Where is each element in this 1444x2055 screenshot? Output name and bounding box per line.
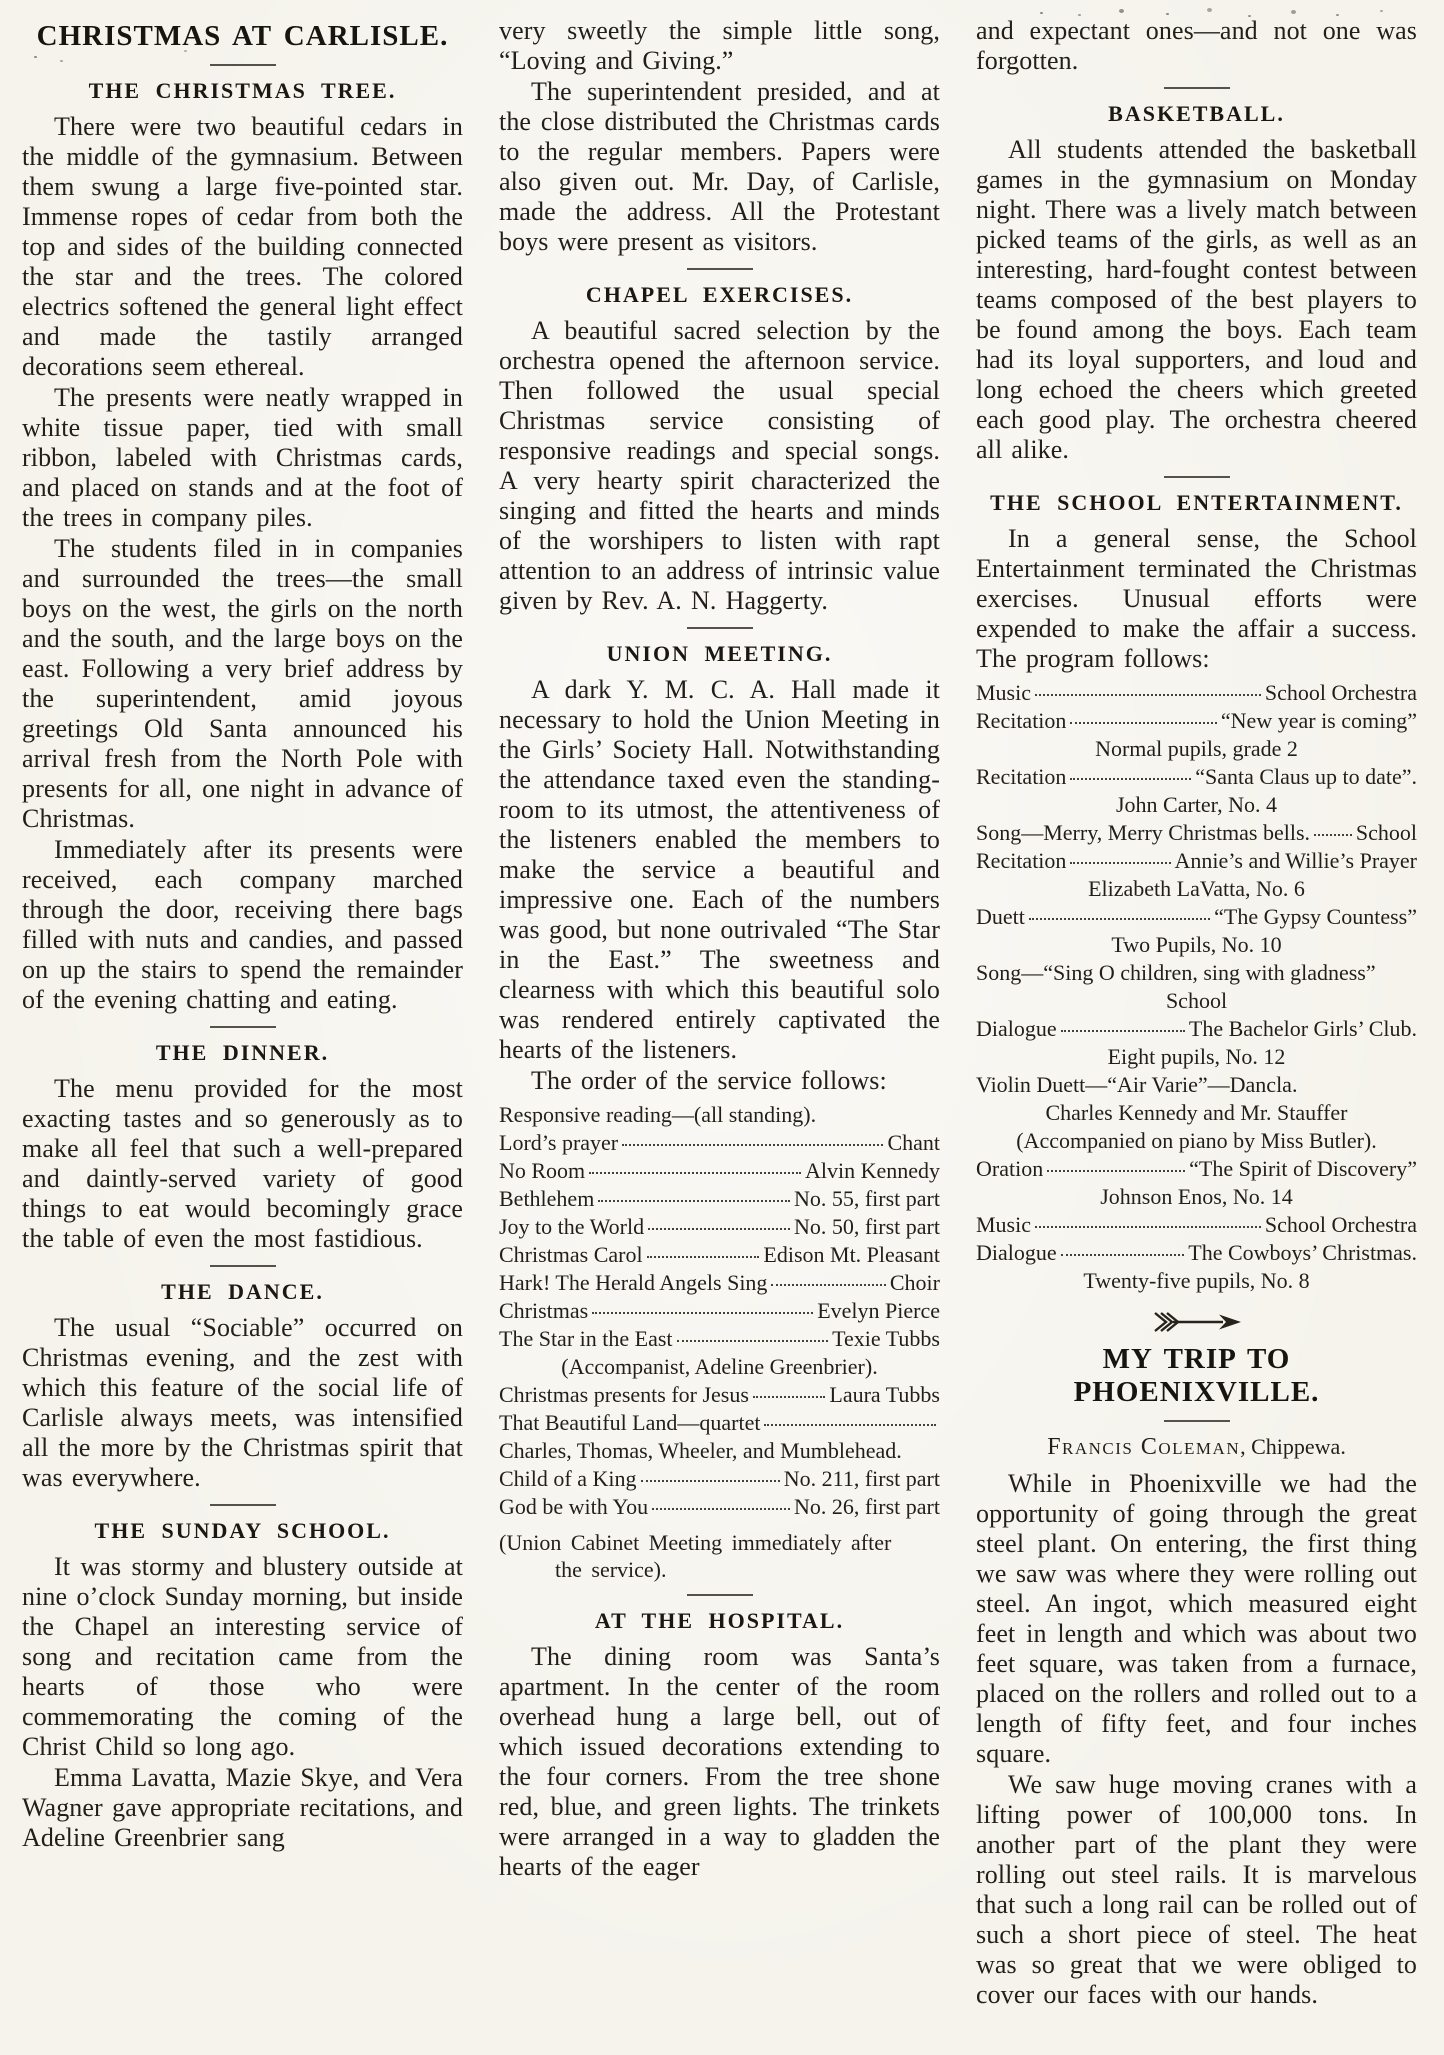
program-item-label: Bethlehem [499, 1186, 595, 1211]
program-item-value: Laura Tubbs [829, 1382, 940, 1407]
article-title: CHRISTMAS AT CARLISLE. [36, 20, 449, 52]
program-performer: Johnson Enos, No. 14 [1100, 1184, 1293, 1209]
paragraph: Immediately after its presents were received, each company marched through the door, receiving there bags filled with nuts and candies, and passed on up the stairs to spend the remainder of the evening chatting and eating. [22, 835, 463, 1014]
program-item-label: Joy to the World [499, 1214, 645, 1239]
program-performer: (Accompanist, Adeline Greenbrier). [561, 1354, 878, 1379]
section-divider [976, 87, 1417, 89]
column-middle [499, 16, 940, 2011]
divider-rule [1164, 1420, 1230, 1422]
program-item-value: The Bachelor Girls’ Club. [1188, 1016, 1417, 1041]
program-item-label: Recitation [976, 708, 1067, 733]
dot-leader [641, 1480, 780, 1482]
dot-leader [771, 1284, 885, 1286]
program-item-label: Lord’s prayer [499, 1130, 619, 1155]
program-row [499, 1493, 940, 1521]
paragraph: The presents were neatly wrapped in white tissue paper, tied with small ribbon, labeled with Christmas cards, and placed on stands and at the foot of the trees in company piles. [22, 383, 463, 532]
paragraph: It was stormy and blustery outside at nine o’clock Sunday morning, but inside the Chapel an interesting service of song and recitation came from the hearts of those who were commemorating the coming of the Christ Child so long ago. [22, 1552, 463, 1761]
dot-leader [1047, 1170, 1185, 1172]
program-list [499, 1101, 940, 1521]
paragraph: The dining room was Santa’s apartment. In the center of the room overhead hung a large bell, out of which issued decorations extending to the four corners. From the tree shone red, blue, and green lights. The trinkets were arranged in a way to gladden the hearts of the eager [499, 1642, 940, 1881]
program-row [976, 1155, 1417, 1183]
program-row [499, 1269, 940, 1297]
program-row [976, 903, 1417, 931]
column-left [22, 16, 463, 2011]
dot-leader [1070, 862, 1170, 864]
program-row [499, 1157, 940, 1185]
dot-leader [622, 1144, 883, 1146]
program-row [499, 1409, 940, 1437]
program-item-label: Recitation [976, 764, 1067, 789]
columns [22, 16, 1422, 2011]
program-row [976, 1239, 1417, 1267]
program-performer: Two Pupils, No. 10 [1111, 932, 1282, 957]
dot-leader [598, 1200, 790, 1202]
section-divider [976, 476, 1417, 478]
byline-name: Francis Coleman [1047, 1434, 1241, 1460]
program-item-label: Charles, Thomas, Wheeler, and Mumblehead. [499, 1438, 902, 1463]
paragraph: A dark Y. M. C. A. Hall made it necessary to hold the Union Meeting in the Girls’ Society Hall. Notwithstanding the attendance taxed even the standing-room to its utmost, the attentiveness of the listeners enabled the members to make the service a beautiful and impressive one. Each of the numbers was good, but none outrivaled “The Star in the East.” The sweetness and clearness with which this beautiful solo was rendered entirely captivated the hearts of the listeners. [499, 675, 940, 1064]
section-divider [976, 1420, 1417, 1422]
program-item-label: Song—“Sing O children, sing with gladness” [976, 960, 1376, 985]
section-divider [22, 1504, 463, 1506]
program-item-label: Violin Duett—“Air Varie”—Dancla. [976, 1072, 1298, 1097]
dot-leader [677, 1340, 829, 1342]
section-heading: THE DINNER. [155, 1040, 330, 1065]
program-note [499, 1529, 940, 1583]
divider-rule [210, 1265, 276, 1267]
scan-speck-marks [34, 56, 37, 58]
program-item-label: Hark! The Herald Angels Sing [499, 1270, 768, 1295]
program-row [499, 1297, 940, 1325]
dot-leader [764, 1424, 936, 1426]
paragraph: The menu provided for the most exacting tastes and so generously as to make all feel that such a well-prepared and daintly-served variety of good things to eat would becomingly grace the table of even the most fastidious. [22, 1074, 463, 1253]
program-item-value: “The Gypsy Countess” [1214, 904, 1417, 929]
program-item-value: Annie’s and Willie’s Prayer [1174, 848, 1417, 873]
program-item-label: That Beautiful Land—quartet [499, 1410, 761, 1435]
program-item-label: Oration [976, 1156, 1044, 1181]
byline [976, 1434, 1417, 1461]
dot-leader [1029, 918, 1210, 920]
paragraph: The superintendent presided, and at the close distributed the Christmas cards to the regular members. Papers were also given out. Mr. Day, of Carlisle, made the address. All the Protestant boys were present as visitors. [499, 77, 940, 256]
program-item-value: Edison Mt. Pleasant [763, 1242, 940, 1267]
program-item-label: Duett [976, 904, 1025, 929]
program-item-value: The Cowboys’ Christmas. [1188, 1240, 1417, 1265]
divider-rule [210, 1026, 276, 1028]
program-item-value: No. 55, first part [793, 1186, 940, 1211]
dot-leader [753, 1396, 825, 1398]
divider-rule [1164, 87, 1230, 89]
program-item-label: Music [976, 1212, 1031, 1237]
section-heading: THE SUNDAY SCHOOL. [94, 1518, 391, 1543]
section-divider [499, 627, 940, 629]
divider-rule [687, 627, 753, 629]
dot-leader [1035, 694, 1261, 696]
divider-rule [210, 1504, 276, 1506]
program-item-value: Alvin Kennedy [804, 1158, 940, 1183]
dot-leader [647, 1256, 760, 1258]
paragraph-continuation: very sweetly the simple little song, “Loving and Giving.” [499, 16, 940, 75]
program-item-label: The Star in the East [499, 1326, 673, 1351]
program-item-value: School Orchestra [1264, 680, 1417, 705]
fletched-arrow-icon [1149, 1309, 1245, 1335]
divider-rule [687, 1594, 753, 1596]
section-divider [22, 1026, 463, 1028]
divider-rule [1164, 476, 1230, 478]
program-item-value: No. 211, first part [783, 1466, 940, 1491]
dot-leader [589, 1172, 801, 1174]
program-note-line: the service). [555, 1557, 667, 1582]
program-row [976, 847, 1417, 875]
program-item-label: God be with You [499, 1494, 649, 1519]
program-row [499, 1325, 940, 1353]
paragraph: Emma Lavatta, Mazie Skye, and Vera Wagner gave appropriate recitations, and Adeline Greenbrier sang [22, 1763, 463, 1852]
divider-rule [210, 64, 276, 66]
paragraph: We saw huge moving cranes with a lifting power of 100,000 tons. In another part of the plant they were rolling out steel rails. It is marvelous that such a long rail can be rolled out of such a short piece of steel. The heat was so great that we were obliged to cover our faces with our hands. [976, 1770, 1417, 2009]
program-performer: Eight pupils, No. 12 [1107, 1044, 1286, 1069]
program-item-label: No Room [499, 1158, 586, 1183]
section-divider [499, 1594, 940, 1596]
program-item-value: School [1355, 820, 1417, 845]
program-performer: Normal pupils, grade 2 [1095, 736, 1298, 761]
program-row [976, 763, 1417, 791]
dot-leader [592, 1312, 813, 1314]
program-item-label: Music [976, 680, 1031, 705]
paragraph: All students attended the basketball games in the gymnasium on Monday night. There was a lively match between picked teams of the girls, as well as an interesting, hard-fought contest between teams composed of the best players to be found among the boys. Each team had its loyal supporters, and loud and long echoed the cheers which greeted each good play. The orchestra cheered all alike. [976, 135, 1417, 464]
program-item-value: Evelyn Pierce [817, 1298, 940, 1323]
dot-leader [1070, 778, 1191, 780]
program-list [976, 679, 1417, 1295]
paragraph: A beautiful sacred selection by the orchestra opened the afternoon service. Then followed the usual special Christmas service consisting of responsive readings and special songs. A very hearty spirit characterized the singing and fitted the hearts and minds of the worshipers to listen with rapt attention to an address of intrinsic value given by Rev. A. N. Haggerty. [499, 316, 940, 615]
program-item-label: Christmas [499, 1298, 589, 1323]
paragraph-continuation: and expectant ones—and not one was forgotten. [976, 16, 1417, 75]
column-right [976, 16, 1417, 2011]
program-item-value: “The Spirit of Discovery” [1189, 1156, 1417, 1181]
program-item-label: Song—Merry, Merry Christmas bells. [976, 820, 1311, 845]
program-note-line: (Union Cabinet Meeting immediately after [499, 1530, 892, 1555]
dot-leader [1070, 722, 1216, 724]
paragraph: In a general sense, the School Entertainment terminated the Christmas exercises. Unusual efforts were expended to make the affair a success. The program follows: [976, 524, 1417, 673]
dot-leader [1035, 1226, 1261, 1228]
article-title: MY TRIP TO PHOENIXVILLE. [1073, 1343, 1320, 1408]
program-performer: Twenty-five pupils, No. 8 [1083, 1268, 1310, 1293]
section-divider [22, 64, 463, 66]
program-row [499, 1185, 940, 1213]
program-item-value: “New year is coming” [1220, 708, 1417, 733]
paragraph: The students filed in in companies and surrounded the trees—the small boys on the west, the girls on the north and the south, and the large boys on the east. Following a very brief address by the superintendent, amid joyous greetings Old Santa announced his arrival fresh from the North Pole with presents for all, one night in advance of Christmas. [22, 534, 463, 833]
program-row [499, 1213, 940, 1241]
program-row [499, 1129, 940, 1157]
section-heading: THE CHRISTMAS TREE. [88, 78, 397, 103]
scan-speck-marks [1040, 12, 1043, 14]
dot-leader [1061, 1030, 1185, 1032]
program-performer: Charles Kennedy and Mr. Stauffer [1045, 1100, 1348, 1125]
program-performer: John Carter, No. 4 [1115, 792, 1278, 817]
section-heading: CHAPEL EXERCISES. [585, 282, 854, 307]
program-row [976, 1015, 1417, 1043]
program-row [499, 1465, 940, 1493]
dot-leader [1314, 834, 1352, 836]
program-item-value: Texie Tubbs [832, 1326, 940, 1351]
dot-leader [648, 1228, 790, 1230]
section-heading: AT THE HOSPITAL. [594, 1608, 845, 1633]
program-item-label: Christmas presents for Jesus [499, 1382, 749, 1407]
program-performer: School [1165, 988, 1228, 1013]
program-item-value: “Santa Claus up to date”. [1195, 764, 1417, 789]
section-heading: THE DANCE. [161, 1279, 324, 1304]
program-item-value: No. 50, first part [793, 1214, 940, 1239]
section-heading: BASKETBALL. [1108, 101, 1285, 126]
paragraph: The usual “Sociable” occurred on Christmas evening, and the zest with which this feature of the social life of Carlisle always meets, was intensified all the more by the Christmas spirit that was everywhere. [22, 1313, 463, 1492]
program-item-label: Dialogue [976, 1240, 1057, 1265]
program-item-label: Dialogue [976, 1016, 1057, 1041]
program-item-value: Chant [887, 1130, 940, 1155]
program-performer: Elizabeth LaVatta, No. 6 [1088, 876, 1305, 901]
section-divider [22, 1265, 463, 1267]
program-item-label: Child of a King [499, 1466, 637, 1491]
dot-leader [652, 1508, 790, 1510]
program-row [976, 1211, 1417, 1239]
arrow-ornament [976, 1309, 1417, 1335]
paragraph: There were two beautiful cedars in the middle of the gymnasium. Between them swung a large five-pointed star. Immense ropes of cedar from both the top and sides of the building connected the star and the trees. The colored electrics softened the general light effect and made the tastily arranged decorations seem ethereal. [22, 112, 463, 381]
paragraph: The order of the service follows: [531, 1066, 887, 1095]
paragraph: While in Phoenixville we had the opportunity of going through the great steel plant. On entering, the first thing we saw was where they were rolling out steel. An ingot, which measured eight feet in length and which was about two feet square, was taken from a furnace, placed on the rollers and rolled out to a length of fifty feet, and four inches square. [976, 1469, 1417, 1768]
program-row [976, 679, 1417, 707]
section-divider [499, 268, 940, 270]
program-item-value: Choir [889, 1270, 940, 1295]
program-item-label: Christmas Carol [499, 1242, 643, 1267]
section-heading: THE SCHOOL ENTERTAINMENT. [990, 490, 1403, 515]
program-item-label: Recitation [976, 848, 1067, 873]
dot-leader [1061, 1254, 1185, 1256]
program-item-value: No. 26, first part [793, 1494, 940, 1519]
divider-rule [687, 268, 753, 270]
byline-tribe: , Chippewa. [1240, 1434, 1346, 1459]
program-item-label: Responsive reading—(all standing). [499, 1102, 817, 1127]
program-item-value: School Orchestra [1264, 1212, 1417, 1237]
program-row [499, 1381, 940, 1409]
program-row [976, 707, 1417, 735]
program-row [499, 1241, 940, 1269]
program-performer: (Accompanied on piano by Miss Butler). [1016, 1128, 1377, 1153]
program-row [976, 819, 1417, 847]
section-heading: UNION MEETING. [606, 641, 833, 666]
